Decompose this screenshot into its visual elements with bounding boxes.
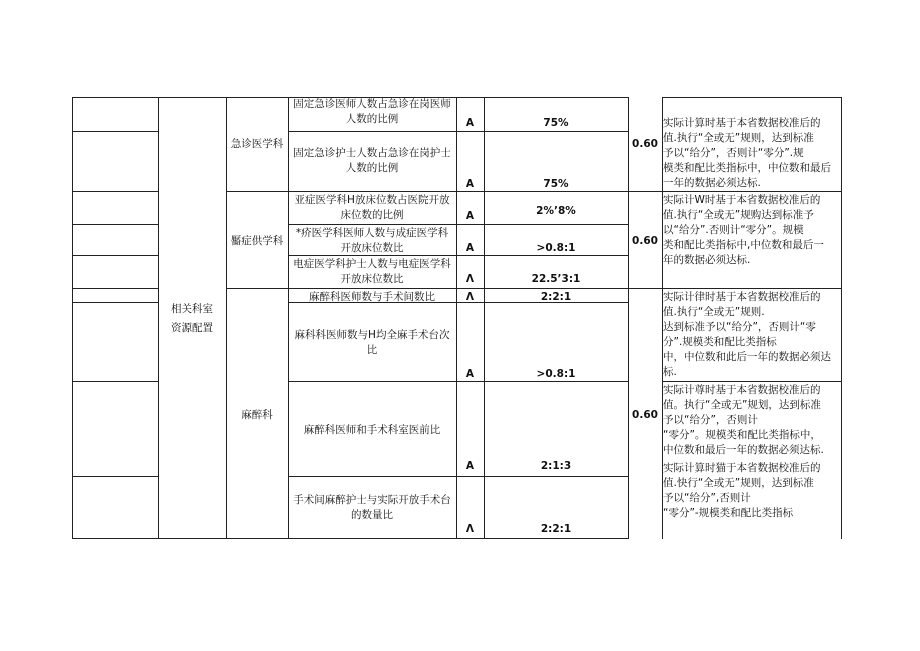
- note-line: 模类和配比类指标中，中位数和最后: [663, 162, 831, 174]
- note-line: 实际计律时基于本省数据校准后的: [663, 291, 821, 303]
- rule-note: [663, 193, 841, 268]
- note-line: 以“给分”.否则计“零分”。规模: [663, 224, 804, 236]
- note-line: 值.执行“全或无”规购达到标准予: [663, 209, 814, 221]
- grid-line: [628, 97, 629, 539]
- indicator-line: 开放床位数比: [340, 273, 404, 285]
- note-line: 值.执行“全或无”规则，达到标准: [663, 132, 814, 144]
- target-value: 2%’8%: [536, 205, 576, 217]
- indicator-line: 固定急诊护士人数占急诊在岗护士: [293, 147, 451, 159]
- grid-line: [72, 476, 159, 477]
- rule-note: [663, 116, 841, 191]
- indicator-text: [288, 146, 456, 176]
- indicator-text: [288, 493, 456, 523]
- weight-value: 0.60: [632, 409, 658, 421]
- grid-line: [662, 97, 842, 98]
- section-name-emergency: 急诊医学科: [230, 138, 284, 150]
- department-header-line: 资源配置: [171, 322, 213, 334]
- indicator-line: *疥医学科医师人数与成症医学科: [295, 227, 449, 239]
- indicator-line: 的数量比: [351, 509, 393, 521]
- weight-value: 0.60: [632, 138, 658, 150]
- grade-value: Λ: [465, 291, 475, 303]
- indicator-text: [288, 226, 456, 256]
- department-header-line: 相关科室: [171, 303, 213, 315]
- indicator-text: [288, 257, 456, 287]
- indicator-line: 床位数的比例: [340, 209, 404, 221]
- grid-line: [841, 97, 842, 539]
- grid-line: [72, 381, 159, 382]
- department-header: [158, 302, 226, 336]
- weight-value: 0.60: [632, 235, 658, 247]
- note-line: 予以“给分”，否则计: [663, 414, 758, 426]
- grade-value: A: [465, 460, 475, 472]
- grade-value: A: [465, 210, 475, 222]
- note-line: 实际计W时基于本省数据校准后的: [663, 194, 821, 206]
- grid-line: [72, 224, 159, 225]
- target-value: >0.8:1: [536, 242, 576, 254]
- indicator-line: 比: [366, 344, 378, 356]
- target-value: 75%: [543, 117, 569, 129]
- indicator-text: [288, 97, 456, 127]
- indicator-line: 开放床位数比: [340, 242, 404, 254]
- note-line: 值.快行“全或无”规则，达到标准: [663, 477, 814, 489]
- indicator-text: [288, 328, 456, 358]
- grid-line: [662, 381, 842, 382]
- target-value: 22.5’3:1: [531, 273, 581, 285]
- indicator-line: 手术间麻醉护士与实际开放手术台: [293, 494, 451, 506]
- grade-value: A: [465, 117, 475, 129]
- target-value: 2:2:1: [540, 523, 572, 535]
- grid-line: [72, 191, 159, 192]
- grid-line: [226, 97, 227, 539]
- note-line: 实际计算时猫于本省数据校准后的: [663, 462, 821, 474]
- grid-line: [662, 191, 842, 192]
- note-line: 值.执行“全或无”规则.: [663, 306, 765, 318]
- grid-line: [72, 255, 159, 256]
- grid-line: [288, 224, 629, 225]
- indicator-text: [288, 193, 456, 223]
- indicator-line: 人数的比例: [345, 162, 399, 174]
- note-line: 标.: [663, 366, 677, 378]
- grid-line: [288, 131, 629, 132]
- rule-note: [663, 383, 841, 458]
- section-name-critical-care: 靨症供学科: [230, 235, 284, 247]
- note-line: 中位数和最后一年的数据必须达标.: [663, 444, 824, 456]
- indicator-text: 麻醉科医师数与手术间数比: [309, 291, 435, 303]
- rule-note: [663, 290, 841, 380]
- indicator-line: 固定急诊医师人数占急诊在岗医师: [293, 98, 451, 110]
- target-value: >0.8:1: [536, 368, 576, 380]
- note-line: “零分”。规模类和配比类指标中，: [663, 429, 821, 441]
- note-line: 实际计算时基于本省数据校准后的: [663, 117, 821, 129]
- grid-line: [72, 302, 159, 303]
- grade-value: A: [465, 368, 475, 380]
- grid-line: [662, 288, 842, 289]
- grade-value: Λ: [465, 273, 475, 285]
- note-line: 一年的数据必须达标.: [663, 177, 761, 189]
- grid-line: [288, 476, 629, 477]
- grade-value: Λ: [465, 523, 475, 535]
- note-line: “零分”-规模类和配比类指标: [663, 507, 794, 519]
- note-line: 予以“给分”，否则计“零分”.规: [663, 147, 804, 159]
- section-name-anesthesia: 麻醉科: [241, 409, 273, 421]
- indicator-line: 亚症医学科H放床位数占医院开放: [294, 194, 450, 206]
- grid-line: [72, 538, 629, 539]
- note-line: 达到标准予以“给分”，否则计“零: [663, 321, 816, 333]
- target-value: 75%: [543, 178, 569, 190]
- grid-line: [72, 97, 73, 539]
- grade-value: A: [465, 242, 475, 254]
- grid-line: [72, 131, 159, 132]
- note-line: 值。执行“全或无”规划，达到标准: [663, 399, 821, 411]
- target-value: 2:2:1: [540, 291, 572, 303]
- note-line: 年的数据必须达标.: [663, 254, 751, 266]
- indicator-text: 麻醉科医师和手术科室医前比: [303, 424, 441, 436]
- note-line: 分”.规模类和配比类指标: [663, 336, 777, 348]
- grid-line: [226, 288, 663, 289]
- indicator-line: 电症医学科护士人数与电症医学科: [293, 258, 451, 270]
- target-value: 2:1:3: [540, 460, 572, 472]
- note-line: 类和配比类指标中,中位数和最后一: [663, 239, 824, 251]
- indicator-line: 麻科科医师数与H均全麻手术台次: [294, 329, 450, 341]
- grid-line: [72, 288, 159, 289]
- note-line: 中，中位数和此后一年的数据必须达: [663, 351, 831, 363]
- rule-note: [663, 461, 841, 521]
- note-line: 予以“给分”,否则计: [663, 492, 751, 504]
- grade-value: A: [465, 178, 475, 190]
- indicator-line: 人数的比例: [345, 113, 399, 125]
- note-line: 实际计尊时基于本省数据校准后的: [663, 384, 821, 396]
